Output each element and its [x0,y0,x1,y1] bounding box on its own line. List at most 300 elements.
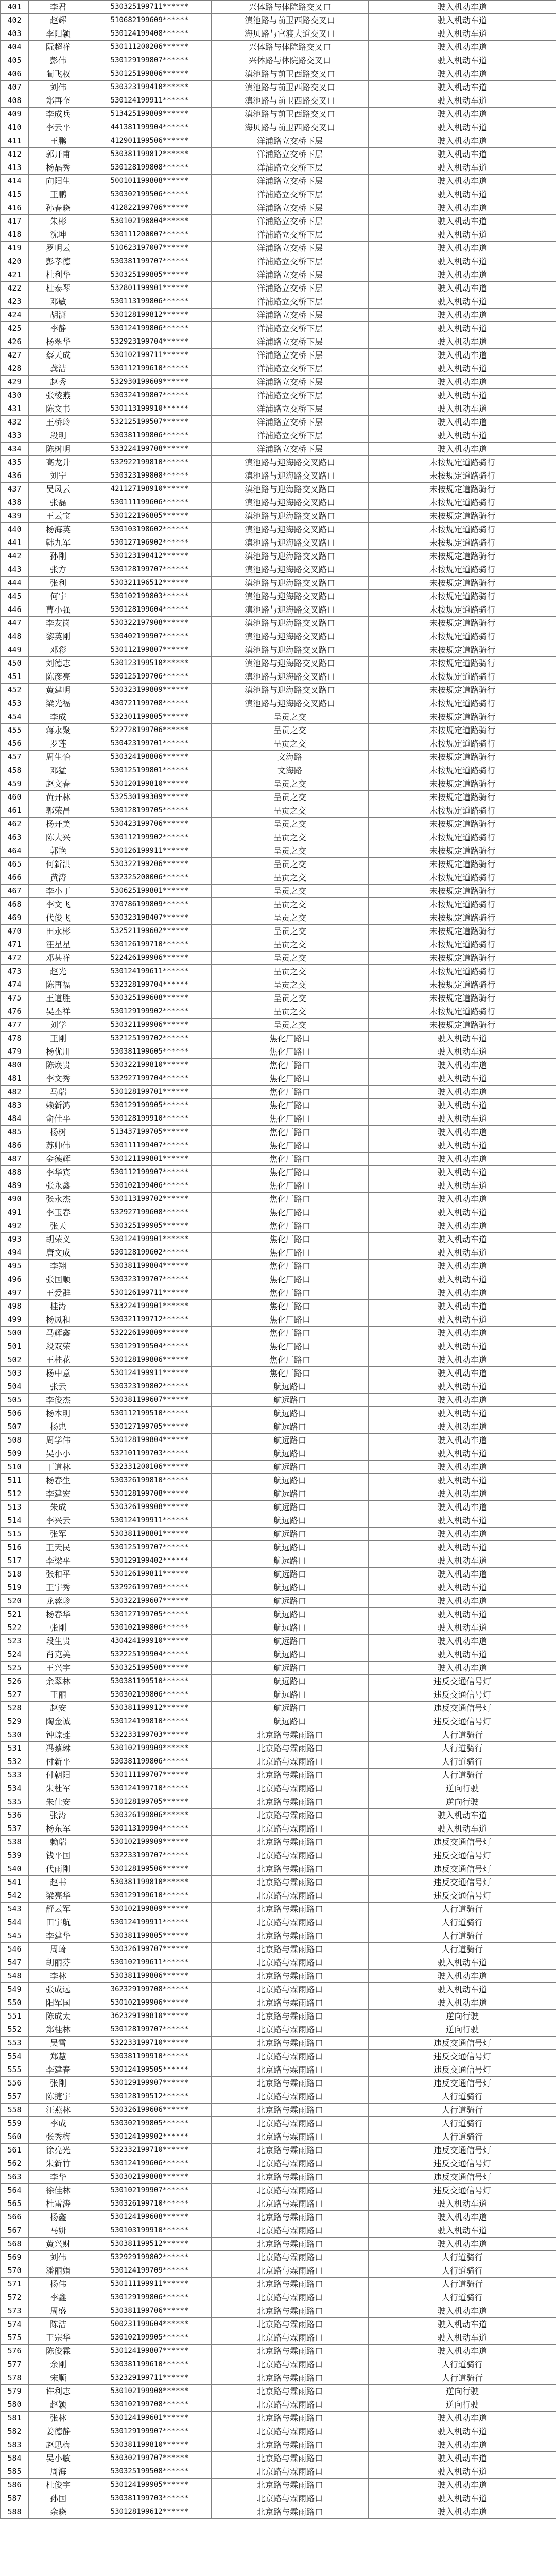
location-cell: 滇池路与前卫西路交叉口 [212,94,369,108]
table-row [1,1166,556,1179]
id-number-cell: 532926199709****** [88,1581,212,1595]
id-number-cell: 530122196805****** [88,510,212,523]
name-cell: 黄涛 [29,871,88,885]
location-cell: 呈贡之交 [212,952,369,965]
row-number-cell: 562 [1,2157,29,2171]
name-cell: 马瑞 [29,1086,88,1099]
violation-type-cell: 驶入机动车道 [369,2479,556,2492]
violation-type-cell: 驶入机动车道 [369,2492,556,2505]
row-number-cell: 465 [1,858,29,871]
violation-type-cell: 违反交通信号灯 [369,1836,556,1849]
location-cell: 北京路与霖雨路口 [212,1795,369,1809]
location-cell: 航远路口 [212,1635,369,1648]
location-cell: 焦化厂路口 [212,1273,369,1286]
row-number-cell: 517 [1,1554,29,1568]
row-number-cell: 527 [1,1688,29,1702]
table-row [1,215,556,228]
id-number-cell: 530325199508****** [88,1662,212,1675]
name-cell: 赵书 [29,1876,88,1889]
name-cell: 王云宝 [29,510,88,523]
name-cell: 王丽 [29,1688,88,1702]
row-number-cell: 474 [1,978,29,992]
row-number-cell: 494 [1,1246,29,1260]
violation-type-cell: 违反交通信号灯 [369,2171,556,2184]
violation-type-cell: 驶入机动车道 [369,443,556,456]
name-cell: 赖瑞 [29,1836,88,1849]
table-row [1,777,556,791]
violation-type-cell: 人行道骑行 [369,2090,556,2104]
violation-type-cell: 驶入机动车道 [369,1153,556,1166]
violation-type-cell: 驶入机动车道 [369,416,556,429]
row-number-cell: 409 [1,108,29,121]
table-row [1,429,556,443]
row-number-cell: 587 [1,2492,29,2505]
id-number-cell: 530123198412****** [88,550,212,563]
table-row [1,1313,556,1327]
name-cell: 陈树明 [29,443,88,456]
name-cell: 李静 [29,322,88,335]
location-cell: 焦化厂路口 [212,1300,369,1313]
row-number-cell: 449 [1,643,29,657]
violation-type-cell: 未按规定道路骑行 [369,563,556,577]
row-number-cell: 542 [1,1889,29,1903]
id-number-cell: 412822199706****** [88,201,212,215]
name-cell: 冯蔡琳 [29,1742,88,1755]
row-number-cell: 471 [1,938,29,952]
violation-type-cell: 驶入机动车道 [369,228,556,242]
name-cell: 朱新竹 [29,2157,88,2171]
row-number-cell: 452 [1,684,29,697]
location-cell: 滇池路与迎海路交叉路口 [212,697,369,710]
name-cell: 李建春 [29,2063,88,2077]
violation-type-cell: 违反交通信号灯 [369,1702,556,1715]
id-number-cell: 530323199802****** [88,1380,212,1394]
id-number-cell: 530128199705****** [88,1795,212,1809]
table-row [1,858,556,871]
name-cell: 张云 [29,1380,88,1394]
id-number-cell: 362329199708****** [88,1983,212,1996]
row-number-cell: 464 [1,844,29,858]
table-row [1,590,556,603]
violation-type-cell: 驶入机动车道 [369,2412,556,2425]
location-cell: 洋浦路立交桥下层 [212,322,369,335]
table-row [1,1608,556,1621]
id-number-cell: 530325199711****** [88,1,212,14]
violation-type-cell: 驶入机动车道 [369,1072,556,1086]
id-number-cell: 530128199512****** [88,2090,212,2104]
id-number-cell: 532233199703****** [88,1728,212,1742]
location-cell: 洋浦路立交桥下层 [212,188,369,201]
row-number-cell: 447 [1,617,29,630]
row-number-cell: 577 [1,2358,29,2371]
table-row [1,1487,556,1501]
id-number-cell: 530381199703****** [88,2492,212,2505]
table-row [1,14,556,27]
table-row [1,335,556,349]
id-number-cell: 530102199905****** [88,2331,212,2345]
row-number-cell: 520 [1,1595,29,1608]
name-cell: 邓猛 [29,764,88,777]
violation-type-cell: 驶入机动车道 [369,134,556,148]
violation-type-cell: 驶入机动车道 [369,1970,556,1983]
name-cell: 赵颖 [29,2398,88,2412]
table-row [1,2278,556,2291]
violation-type-cell: 驶入机动车道 [369,2465,556,2479]
violation-type-cell: 驶入机动车道 [369,1086,556,1099]
location-cell: 北京路与霖雨路口 [212,2465,369,2479]
location-cell: 焦化厂路口 [212,1233,369,1246]
row-number-cell: 563 [1,2171,29,2184]
name-cell: 李云平 [29,121,88,134]
violation-type-cell: 驶入机动车道 [369,282,556,295]
name-cell: 梁亮华 [29,1889,88,1903]
location-cell: 洋浦路立交桥下层 [212,416,369,429]
row-number-cell: 402 [1,14,29,27]
location-cell: 北京路与霖雨路口 [212,1769,369,1782]
name-cell: 姜德静 [29,2425,88,2438]
table-row [1,2224,556,2238]
name-cell: 陈成太 [29,2010,88,2023]
row-number-cell: 408 [1,94,29,108]
name-cell: 王爱群 [29,1286,88,1300]
row-number-cell: 535 [1,1795,29,1809]
name-cell: 潘丽娟 [29,2264,88,2278]
row-number-cell: 410 [1,121,29,134]
violation-type-cell: 未按规定道路骑行 [369,938,556,952]
table-row [1,1005,556,1019]
location-cell: 呈贡之交 [212,858,369,871]
violation-type-cell: 驶入机动车道 [369,1327,556,1340]
row-number-cell: 572 [1,2291,29,2304]
name-cell: 陈文书 [29,402,88,416]
id-number-cell: 530127199705****** [88,1420,212,1434]
location-cell: 北京路与霖雨路口 [212,2211,369,2224]
violation-type-cell: 驶入机动车道 [369,1394,556,1407]
location-cell: 焦化厂路口 [212,1286,369,1300]
violation-type-cell: 人行道骑行 [369,2104,556,2117]
id-number-cell: 532331200106****** [88,1461,212,1474]
row-number-cell: 529 [1,1715,29,1728]
location-cell: 呈贡之交 [212,925,369,938]
row-number-cell: 585 [1,2465,29,2479]
id-number-cell: 532930199609****** [88,376,212,389]
row-number-cell: 553 [1,2037,29,2050]
location-cell: 航远路口 [212,1528,369,1541]
row-number-cell: 468 [1,898,29,911]
table-row [1,496,556,510]
table-row [1,1139,556,1153]
location-cell: 北京路与霖雨路口 [212,2117,369,2130]
id-number-cell: 530125199707****** [88,1541,212,1554]
name-cell: 余翠林 [29,1675,88,1688]
table-row [1,376,556,389]
location-cell: 滇池路与迎海路交叉路口 [212,670,369,684]
name-cell: 高龙升 [29,456,88,469]
location-cell: 呈贡之交 [212,737,369,751]
location-cell: 呈贡之交 [212,831,369,844]
id-number-cell: 530128199910****** [88,1112,212,1126]
table-row [1,657,556,670]
location-cell: 北京路与霖雨路口 [212,2371,369,2385]
row-number-cell: 477 [1,1019,29,1032]
violation-type-cell: 驶入机动车道 [369,1809,556,1822]
location-cell: 北京路与霖雨路口 [212,2104,369,2117]
name-cell: 孙国 [29,2492,88,2505]
id-number-cell: 530402199907****** [88,630,212,643]
row-number-cell: 499 [1,1313,29,1327]
location-cell: 滇池路与迎海路交叉路口 [212,684,369,697]
table-row [1,2251,556,2264]
row-number-cell: 588 [1,2505,29,2519]
violation-type-cell: 驶入机动车道 [369,1233,556,1246]
table-row [1,1032,556,1045]
table-row [1,1970,556,1983]
name-cell: 田宇航 [29,1916,88,1929]
row-number-cell: 533 [1,1769,29,1782]
name-cell: 田永彬 [29,925,88,938]
id-number-cell: 530381199805****** [88,1929,212,1943]
name-cell: 刘学 [29,1019,88,1032]
row-number-cell: 505 [1,1394,29,1407]
name-cell: 龙蓉珍 [29,1595,88,1608]
name-cell: 苏帅伟 [29,1139,88,1153]
table-row [1,242,556,255]
id-number-cell: 530102199909****** [88,1742,212,1755]
id-number-cell: 530325199905****** [88,1219,212,1233]
table-row [1,1019,556,1032]
row-number-cell: 485 [1,1126,29,1139]
location-cell: 北京路与霖雨路口 [212,2130,369,2144]
violation-type-cell: 驶入机动车道 [369,175,556,188]
row-number-cell: 450 [1,657,29,670]
name-cell: 吴凤云 [29,483,88,496]
location-cell: 焦化厂路口 [212,1353,369,1367]
name-cell: 李小丁 [29,885,88,898]
location-cell: 焦化厂路口 [212,1219,369,1233]
id-number-cell: 530103199910****** [88,2224,212,2238]
row-number-cell: 536 [1,1809,29,1822]
name-cell: 陈彦亮 [29,670,88,684]
table-row [1,911,556,925]
table-row [1,282,556,295]
table-row [1,2291,556,2304]
table-row [1,1702,556,1715]
location-cell: 航远路口 [212,1554,369,1568]
table-row [1,389,556,402]
violation-type-cell: 未按规定道路骑行 [369,697,556,710]
id-number-cell: 530381199512****** [88,2238,212,2251]
id-number-cell: 530124199408****** [88,27,212,41]
id-number-cell: 370786199809****** [88,898,212,911]
location-cell: 航远路口 [212,1461,369,1474]
violation-type-cell: 逆向行驶 [369,1795,556,1809]
table-row [1,1769,556,1782]
table-row [1,67,556,81]
id-number-cell: 530121199801****** [88,1153,212,1166]
id-number-cell: 530302199808****** [88,2171,212,2184]
violation-type-cell: 人行道骑行 [369,1929,556,1943]
violation-type-cell: 未按规定道路骑行 [369,764,556,777]
id-number-cell: 530326199710****** [88,2197,212,2211]
id-number-cell: 421127198910****** [88,483,212,496]
row-number-cell: 483 [1,1099,29,1112]
name-cell: 李成兵 [29,108,88,121]
violation-type-cell: 违反交通信号灯 [369,1876,556,1889]
location-cell: 北京路与霖雨路口 [212,2492,369,2505]
violation-type-cell: 驶入机动车道 [369,1126,556,1139]
id-number-cell: 530302199506****** [88,188,212,201]
table-row [1,1273,556,1286]
violation-type-cell: 驶入机动车道 [369,161,556,175]
row-number-cell: 430 [1,389,29,402]
name-cell: 王天民 [29,1541,88,1554]
violation-type-cell: 驶入机动车道 [369,322,556,335]
row-number-cell: 512 [1,1487,29,1501]
location-cell: 北京路与霖雨路口 [212,2157,369,2171]
id-number-cell: 530124199606****** [88,2157,212,2171]
location-cell: 北京路与霖雨路口 [212,2197,369,2211]
violation-type-cell: 驶入机动车道 [369,1380,556,1394]
location-cell: 焦化厂路口 [212,1032,369,1045]
table-row [1,1219,556,1233]
name-cell: 张天 [29,1219,88,1233]
table-row [1,1474,556,1487]
id-number-cell: 530124199905****** [88,2479,212,2492]
table-row [1,1742,556,1755]
violation-type-cell: 逆向行驶 [369,2023,556,2037]
id-number-cell: 530625199801****** [88,885,212,898]
location-cell: 北京路与霖雨路口 [212,2023,369,2037]
table-row [1,349,556,362]
row-number-cell: 516 [1,1541,29,1554]
table-row [1,1943,556,1956]
location-cell: 滇池路与迎海路交叉路口 [212,577,369,590]
row-number-cell: 565 [1,2197,29,2211]
violation-type-cell: 驶入机动车道 [369,1568,556,1581]
table-row [1,268,556,282]
row-number-cell: 568 [1,2238,29,2251]
name-cell: 李建宏 [29,1487,88,1501]
location-cell: 滇池路与迎海路交叉路口 [212,563,369,577]
violation-type-cell: 驶入机动车道 [369,402,556,416]
table-row [1,643,556,657]
location-cell: 滇池路与迎海路交叉路口 [212,550,369,563]
violation-type-cell: 驶入机动车道 [369,108,556,121]
name-cell: 罗莲 [29,737,88,751]
table-row [1,1554,556,1568]
name-cell: 杨本明 [29,1407,88,1420]
row-number-cell: 438 [1,496,29,510]
table-row [1,510,556,523]
table-row [1,1179,556,1193]
table-row [1,1099,556,1112]
violation-type-cell: 未按规定道路骑行 [369,885,556,898]
location-cell: 呈贡之交 [212,791,369,804]
location-cell: 北京路与霖雨路口 [212,2385,369,2398]
name-cell: 李兴云 [29,1514,88,1528]
location-cell: 北京路与霖雨路口 [212,1755,369,1769]
violation-type-cell: 人行道骑行 [369,1755,556,1769]
table-row [1,134,556,148]
id-number-cell: 513437199705****** [88,1126,212,1139]
location-cell: 北京路与霖雨路口 [212,1943,369,1956]
location-cell: 北京路与霖雨路口 [212,2331,369,2345]
row-number-cell: 404 [1,41,29,54]
id-number-cell: 532801199901****** [88,282,212,295]
name-cell: 李文飞 [29,898,88,911]
row-number-cell: 554 [1,2050,29,2063]
table-row [1,1086,556,1099]
id-number-cell: 530129199402****** [88,1554,212,1568]
id-number-cell: 530120199810****** [88,777,212,791]
violation-type-cell: 驶入机动车道 [369,1313,556,1327]
id-number-cell: 530102199906****** [88,1996,212,2010]
table-row [1,201,556,215]
id-number-cell: 532521199602****** [88,925,212,938]
location-cell: 北京路与霖雨路口 [212,2144,369,2157]
violation-type-cell: 未按规定道路骑行 [369,657,556,670]
table-row [1,2412,556,2425]
id-number-cell: 530113199806****** [88,295,212,309]
row-number-cell: 421 [1,268,29,282]
row-number-cell: 437 [1,483,29,496]
id-number-cell: 530124199911****** [88,1367,212,1380]
name-cell: 余刚 [29,2358,88,2371]
violation-type-cell: 驶入机动车道 [369,1179,556,1193]
id-number-cell: 530129199907****** [88,2077,212,2090]
row-number-cell: 480 [1,1059,29,1072]
table-row [1,710,556,724]
name-cell: 张涛 [29,1809,88,1822]
name-cell: 李华宾 [29,1166,88,1179]
table-row [1,1059,556,1072]
id-number-cell: 530381199806****** [88,429,212,443]
name-cell: 黄兴财 [29,2238,88,2251]
id-number-cell: 530111199606****** [88,496,212,510]
table-row [1,1675,556,1688]
name-cell: 钱平国 [29,1849,88,1862]
row-number-cell: 428 [1,362,29,376]
location-cell: 北京路与霖雨路口 [212,2171,369,2184]
row-number-cell: 515 [1,1528,29,1541]
id-number-cell: 530381199607****** [88,1394,212,1407]
row-number-cell: 546 [1,1943,29,1956]
violation-type-cell: 违反交通信号灯 [369,2050,556,2063]
violation-type-cell: 驶入机动车道 [369,335,556,349]
row-number-cell: 548 [1,1970,29,1983]
name-cell: 杨晶秀 [29,161,88,175]
id-number-cell: 530102199809****** [88,1903,212,1916]
table-row [1,2197,556,2211]
id-number-cell: 530128199707****** [88,2023,212,2037]
row-number-cell: 537 [1,1822,29,1836]
table-row [1,2037,556,2050]
location-cell: 北京路与霖雨路口 [212,1742,369,1755]
name-cell: 韩九军 [29,536,88,550]
name-cell: 杨开美 [29,818,88,831]
name-cell: 郭艳 [29,844,88,858]
table-row [1,469,556,483]
location-cell: 兴体路与体院路交叉口 [212,41,369,54]
id-number-cell: 530124199902****** [88,2130,212,2144]
id-number-cell: 530326199806****** [88,1809,212,1822]
location-cell: 滇池路与迎海路交叉路口 [212,469,369,483]
name-cell: 陈再福 [29,978,88,992]
location-cell: 洋浦路立交桥下层 [212,349,369,362]
row-number-cell: 575 [1,2331,29,2345]
table-row [1,1434,556,1447]
row-number-cell: 427 [1,349,29,362]
